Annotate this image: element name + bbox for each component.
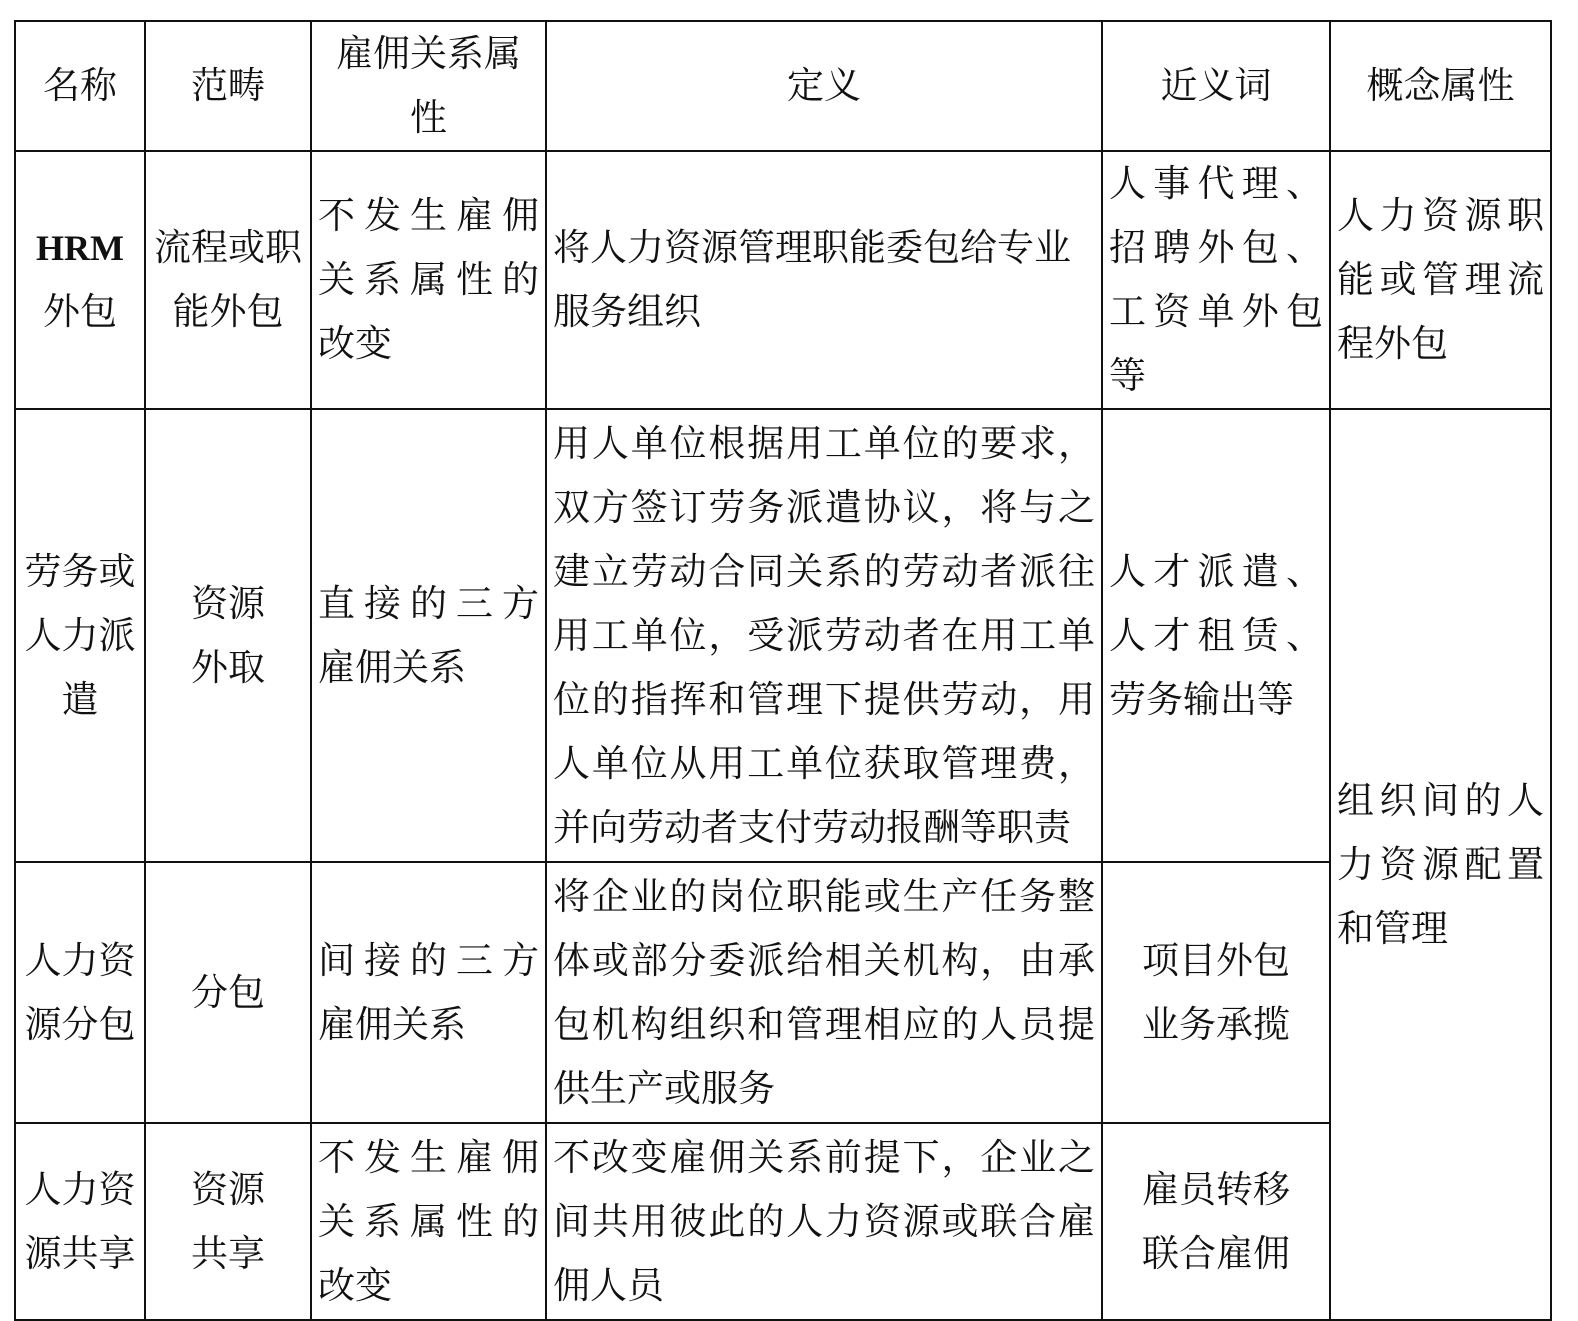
row4-relation: 不发生雇佣关系属性的改变 [311, 1123, 546, 1320]
table-row-hrm-outsourcing [15, 151, 1551, 409]
row3-synonyms-line2: 业务承揽 [1142, 1002, 1290, 1046]
table-row-subcontracting [15, 862, 1551, 1123]
header-relation: 雇佣关系属性 [311, 21, 546, 151]
row1-relation: 不发生雇佣关系属性的改变 [311, 151, 546, 409]
header-name: 名称 [15, 21, 145, 151]
header-row [15, 21, 1551, 151]
row2-definition: 用人单位根据用工单位的要求，双方签订劳务派遣协议，将与之建立劳动合同关系的劳动者派往用工单位，受派劳动者在用工单位的指挥和管理下提供劳动，用人单位从用工单位获取管理费，并向劳动者支付劳动报酬等职责 [546, 409, 1102, 862]
header-concept: 概念属性 [1330, 21, 1551, 151]
row4-definition: 不改变雇佣关系前提下，企业之间共用彼此的人力资源或联合雇佣人员 [546, 1123, 1102, 1320]
row3-synonyms [1102, 862, 1330, 1123]
row1-concept: 人力资源职能或管理流程外包 [1330, 151, 1551, 409]
row1-name-line1: HRM [36, 228, 124, 268]
concept-merged-cell: 组织间的人力资源配置和管理 [1330, 409, 1551, 1320]
row3-category: 分包 [145, 862, 311, 1123]
row2-synonyms: 人才派遣、人才租赁、劳务输出等 [1102, 409, 1330, 862]
row2-relation: 直接的三方雇佣关系 [311, 409, 546, 862]
row4-synonyms [1102, 1123, 1330, 1320]
row2-category-line2: 外取 [191, 645, 265, 689]
row1-synonyms: 人事代理、招聘外包、工资单外包等 [1102, 151, 1330, 409]
header-category: 范畴 [145, 21, 311, 151]
header-synonyms: 近义词 [1102, 21, 1330, 151]
row4-category [145, 1123, 311, 1320]
row4-synonyms-line2: 联合雇佣 [1142, 1231, 1290, 1275]
row1-name-line2: 外包 [43, 290, 117, 333]
row2-category [145, 409, 311, 862]
row2-name: 劳务或人力派遣 [15, 409, 145, 862]
row4-name: 人力资源共享 [15, 1123, 145, 1320]
row3-relation: 间接的三方雇佣关系 [311, 862, 546, 1123]
header-definition: 定义 [546, 21, 1102, 151]
row3-name: 人力资源分包 [15, 862, 145, 1123]
row3-synonyms-line1: 项目外包 [1142, 938, 1290, 982]
row3-definition: 将企业的岗位职能或生产任务整体或部分委派给相关机构，由承包机构组织和管理相应的人员提供生产或服务 [546, 862, 1102, 1123]
row4-category-line2: 共享 [191, 1231, 265, 1275]
table-row-sharing [15, 1123, 1551, 1320]
table-row-labor-dispatch [15, 409, 1551, 862]
row1-name [15, 151, 145, 409]
comparison-table [14, 20, 1552, 1321]
row1-category: 流程或职能外包 [145, 151, 311, 409]
row2-category-line1: 资源 [191, 581, 265, 625]
row4-synonyms-line1: 雇员转移 [1142, 1167, 1290, 1211]
row1-definition: 将人力资源管理职能委包给专业服务组织 [546, 151, 1102, 409]
row4-category-line1: 资源 [191, 1167, 265, 1211]
